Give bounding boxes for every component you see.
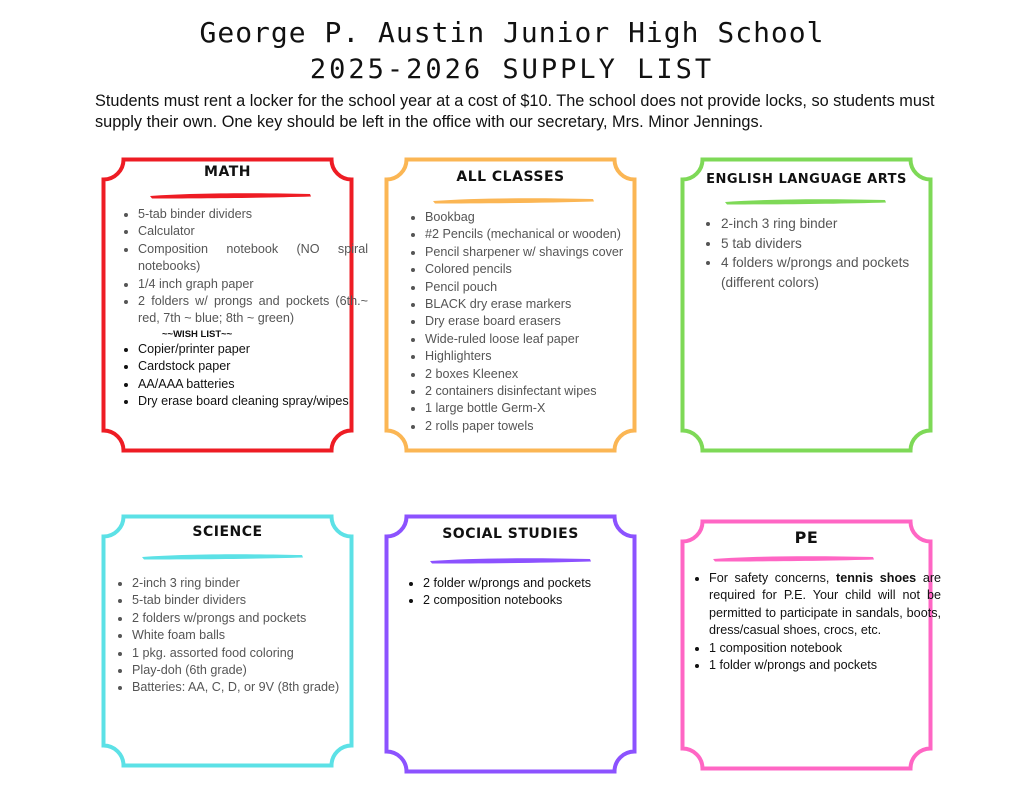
list-item: • 5 tab dividers <box>721 234 949 254</box>
pe-supply-list <box>691 570 941 674</box>
list-item: • Colored pencils <box>425 261 655 278</box>
math-title: MATH <box>204 164 251 180</box>
all-classes-title: ALL CLASSES <box>456 169 565 185</box>
pe-brush-stroke <box>711 553 876 563</box>
pe-title: PE <box>794 528 819 547</box>
list-item: • 2 boxes Kleenex <box>425 366 655 383</box>
list-item: • 2 folder w/prongs and pockets <box>423 575 653 592</box>
science-supply-list <box>114 575 370 697</box>
ela-card <box>679 156 934 454</box>
all-classes-supply-list <box>407 209 655 435</box>
list-item: • 2-inch 3 ring binder <box>721 214 949 234</box>
list-item: • #2 Pencils (mechanical or wooden) <box>425 226 655 243</box>
supply-list-title: 2025-2026 SUPPLY LIST <box>309 54 715 85</box>
list-item: • 5-tab binder dividers <box>138 206 368 223</box>
list-item: • 1 large bottle Germ-X <box>425 400 655 417</box>
list-item: • Composition notebook (NO spiral notebooks) <box>138 241 368 276</box>
pe-card <box>679 518 942 772</box>
list-item: • 2 containers disinfectant wipes <box>425 383 655 400</box>
list-item: • Pencil pouch <box>425 279 655 296</box>
list-item: • Copier/printer paper <box>138 341 368 358</box>
brush-stroke-shape <box>433 198 594 203</box>
social-studies-card <box>383 513 638 775</box>
all-classes-brush-stroke <box>431 195 596 205</box>
list-item: • Bookbag <box>425 209 655 226</box>
list-item: • 1 pkg. assorted food coloring <box>132 645 370 662</box>
list-item: • 1 folder w/prongs and pockets <box>709 657 941 674</box>
brush-stroke-shape <box>142 554 303 559</box>
brush-stroke-shape <box>150 193 311 198</box>
all-classes-card <box>383 156 638 454</box>
social-studies-title: SOCIAL STUDIES <box>442 526 579 542</box>
math-supply-list <box>120 206 368 410</box>
list-item: • 5-tab binder dividers <box>132 592 370 609</box>
list-item: • 1/4 inch graph paper <box>138 276 368 293</box>
science-brush-stroke <box>140 551 305 561</box>
list-item: • 2 composition notebooks <box>423 592 653 609</box>
list-item: • Calculator <box>138 223 368 240</box>
ela-brush-stroke <box>723 196 888 206</box>
list-item: • Cardstock paper <box>138 358 368 375</box>
math-card <box>100 156 368 454</box>
ela-supply-list <box>703 214 949 292</box>
social-studies-supply-list <box>405 575 653 610</box>
social-studies-card-frame <box>383 513 638 775</box>
wish-list-label: ~~WISH LIST~~ <box>162 328 233 340</box>
list-item: • 4 folders w/prongs and pockets (different colors) <box>721 253 949 292</box>
list-item: • AA/AAA batteries <box>138 376 368 393</box>
list-item: • Highlighters <box>425 348 655 365</box>
list-item: • Dry erase board cleaning spray/wipes <box>138 393 368 410</box>
list-item: • 1 composition notebook <box>709 640 941 657</box>
list-item: • 2 rolls paper towels <box>425 418 655 435</box>
brush-stroke-shape <box>713 556 874 561</box>
social-studies-brush-stroke <box>428 555 593 565</box>
list-item: • BLACK dry erase markers <box>425 296 655 313</box>
list-item: • Batteries: AA, C, D, or 9V (8th grade) <box>132 679 370 696</box>
tennis-shoes-emphasis: tennis shoes <box>836 571 917 585</box>
list-item: • Play-doh (6th grade) <box>132 662 370 679</box>
science-card <box>100 513 355 769</box>
list-item: • 2 folders w/prongs and pockets <box>132 610 370 627</box>
science-title: SCIENCE <box>192 524 263 540</box>
school-name-title: George P. Austin Junior High School <box>199 16 825 49</box>
list-item: • For safety concerns, tennis shoes are required for P.E. Your child will not be permitted to participate in sandals, boots, dress/casual shoes, crocs, etc. <box>709 570 941 640</box>
list-item: • Wide-ruled loose leaf paper <box>425 331 655 348</box>
list-item: • 2 folders w/ prongs and pockets (6th.~ red, 7th ~ blue; 8th ~ green) <box>138 293 368 328</box>
locker-notice: Students must rent a locker for the school year at a cost of $10. The school does not provide locks, so students must supply their own. One key should be left in the office with our secretary, Mrs. Minor Jennings. <box>95 92 935 131</box>
brush-stroke-shape <box>725 199 886 204</box>
list-item: • Dry erase board erasers <box>425 313 655 330</box>
list-item: • White foam balls <box>132 627 370 644</box>
list-item: • 2-inch 3 ring binder <box>132 575 370 592</box>
list-item: • Pencil sharpener w/ shavings cover <box>425 244 655 261</box>
ela-title: ENGLISH LANGUAGE ARTS <box>706 172 907 187</box>
math-brush-stroke <box>148 190 313 200</box>
brush-stroke-shape <box>430 558 591 563</box>
